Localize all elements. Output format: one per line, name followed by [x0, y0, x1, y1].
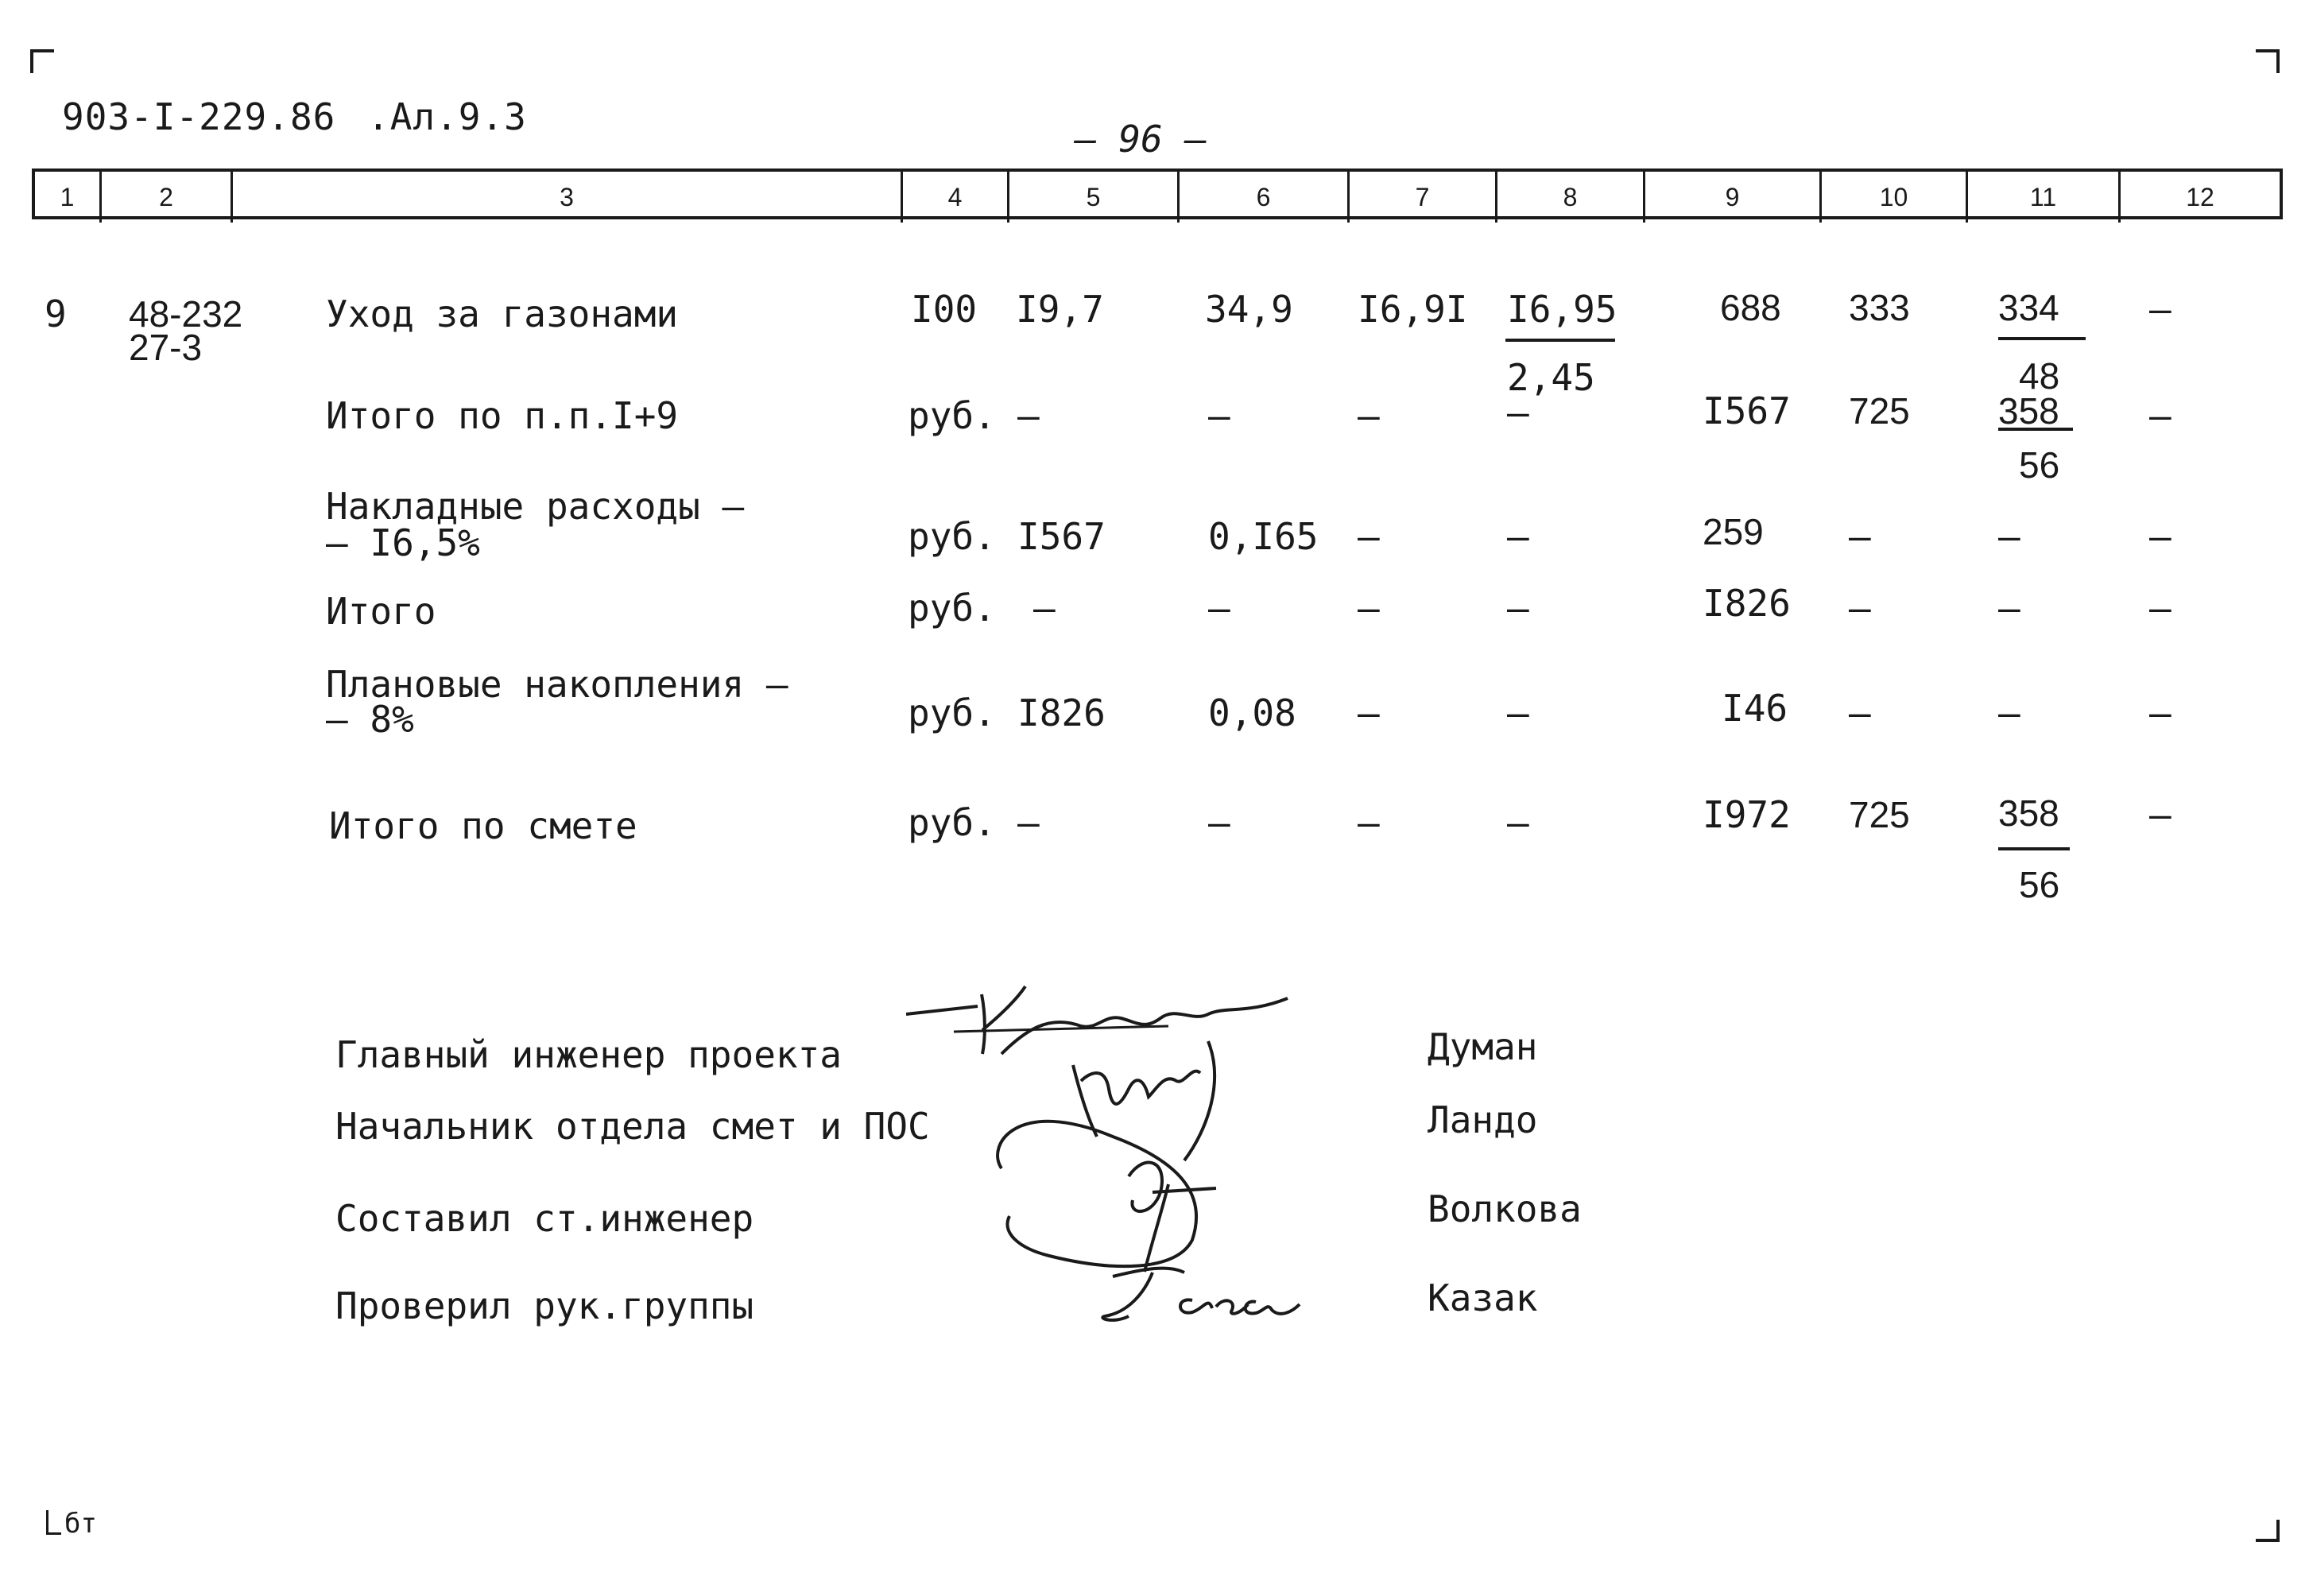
- cell-col11: –: [1998, 587, 2020, 629]
- item-name-line2: – I6,5%: [326, 521, 480, 564]
- signature-role: Главный инженер проекта: [335, 1033, 842, 1076]
- cell-col5: –: [1033, 587, 1056, 629]
- corner-mark-top-left: [30, 49, 54, 73]
- cell-col4: руб.: [908, 691, 996, 734]
- page-number: — 96 —: [1075, 118, 1207, 161]
- signature-role: Начальник отдела смет и ПОС: [335, 1105, 930, 1148]
- cell-col8: –: [1507, 515, 1529, 558]
- cell-col7: –: [1358, 801, 1380, 844]
- item-name: Уход за газонами: [326, 292, 679, 335]
- column-number-10: 10: [1822, 172, 1968, 223]
- signature-name: Ландо: [1428, 1098, 1538, 1141]
- cell-col11: 358: [1998, 390, 2059, 432]
- cell-col6: 34,9: [1205, 288, 1293, 331]
- cell-col8: –: [1507, 691, 1529, 734]
- handwritten-signature-checker: [1097, 1261, 1319, 1332]
- cell-col12: –: [2149, 793, 2171, 836]
- item-name: Итого по п.п.I+9: [326, 394, 679, 437]
- fraction-line: [1998, 428, 2073, 431]
- cell-col9: 688: [1720, 287, 1781, 328]
- corner-mark-bottom-right: [2256, 1518, 2280, 1542]
- cell-col6: 0,08: [1208, 691, 1296, 734]
- fraction-line: [1505, 339, 1615, 342]
- column-number-5: 5: [1009, 172, 1180, 223]
- column-number-3: 3: [233, 172, 903, 223]
- item-name: Плановые накопления –: [326, 663, 788, 706]
- cell-col12: –: [2149, 691, 2171, 734]
- cell-col11-sub: 48: [2019, 355, 2060, 397]
- signature-role: Проверил рук.группы: [335, 1284, 754, 1327]
- cell-col11-sub: 56: [2019, 864, 2060, 905]
- signature-name: Казак: [1428, 1276, 1538, 1319]
- column-number-2: 2: [102, 172, 233, 223]
- handwritten-signature-department-head: [970, 1033, 1351, 1288]
- cell-col7: I6,9I: [1358, 288, 1468, 331]
- cell-col11: 358: [1998, 792, 2059, 834]
- cell-col7: –: [1358, 394, 1380, 437]
- cell-col7: –: [1358, 515, 1380, 558]
- item-name: Итого по смете: [329, 804, 637, 847]
- cell-col10: 333: [1849, 287, 1910, 328]
- cell-col5: I9,7: [1016, 288, 1104, 331]
- cell-col9: 259: [1703, 511, 1764, 552]
- column-number-1: 1: [35, 172, 102, 223]
- fraction-line: [1998, 337, 2086, 340]
- signature-role: Составил ст.инженер: [335, 1197, 754, 1240]
- cell-col10: –: [1849, 515, 1871, 558]
- cell-col6: –: [1208, 801, 1230, 844]
- column-number-9: 9: [1645, 172, 1822, 223]
- cell-col10: –: [1849, 691, 1871, 734]
- fraction-line: [1998, 847, 2070, 850]
- footer-mark: [46, 1508, 97, 1540]
- cell-col5: –: [1017, 801, 1040, 844]
- column-number-12: 12: [2186, 182, 2214, 211]
- cell-col8-sub: 2,45: [1507, 356, 1595, 399]
- signature-name: Волкова: [1428, 1187, 1582, 1230]
- cell-col11: 334: [1998, 287, 2059, 328]
- norm-code-line2: 27-3: [129, 327, 203, 368]
- cell-col9: I972: [1703, 793, 1791, 836]
- column-number-11: 11: [1968, 172, 2121, 223]
- column-number-6: 6: [1180, 172, 1350, 223]
- cell-col6: –: [1208, 587, 1230, 629]
- cell-col4: руб.: [908, 515, 996, 558]
- cell-col8: –: [1507, 587, 1529, 629]
- cell-col11: –: [1998, 691, 2020, 734]
- cell-col4: руб.: [908, 801, 996, 844]
- cell-col9: I567: [1703, 389, 1791, 432]
- norm-code: 48-232: [129, 293, 243, 335]
- corner-mark-bottom-left: [46, 1510, 61, 1535]
- item-name-line2: – 8%: [326, 698, 414, 741]
- cell-col9: I46: [1722, 687, 1788, 730]
- corner-mark-top-right: [2256, 49, 2280, 73]
- cell-col7: –: [1358, 691, 1380, 734]
- document-code: 903-I-229.86: [62, 95, 336, 138]
- cell-col4: руб.: [908, 587, 996, 629]
- cell-col11: –: [1998, 515, 2020, 558]
- cell-col5: I826: [1017, 691, 1106, 734]
- cell-col6: 0,I65: [1208, 515, 1319, 558]
- cell-col6: –: [1208, 394, 1230, 437]
- column-number-header: [32, 169, 2283, 219]
- cell-col12: –: [2149, 288, 2171, 331]
- cell-col7: –: [1358, 587, 1380, 629]
- row-number: 9: [45, 292, 67, 335]
- footer-mark-text: бт: [64, 1508, 97, 1540]
- item-name: Итого: [326, 590, 436, 633]
- album-reference: .Ал.9.3: [367, 95, 527, 138]
- cell-col5: –: [1017, 394, 1040, 437]
- item-name: Накладные расходы –: [326, 485, 745, 528]
- cell-col9: I826: [1703, 582, 1791, 625]
- cell-col8: I6,95: [1507, 288, 1617, 331]
- cell-col12: –: [2149, 515, 2171, 558]
- signature-name: Думан: [1428, 1025, 1538, 1068]
- cell-col10: 725: [1849, 794, 1910, 835]
- column-number-8: 8: [1497, 172, 1645, 223]
- cell-col12: –: [2149, 394, 2171, 437]
- cell-col11-sub: 56: [2019, 444, 2060, 486]
- cell-col10: –: [1849, 587, 1871, 629]
- cell-col4: руб.: [908, 394, 996, 437]
- cell-col4: I00: [911, 288, 978, 331]
- column-number-7: 7: [1350, 172, 1497, 223]
- cell-col8: –: [1507, 391, 1529, 434]
- column-number-4: 4: [903, 172, 1009, 223]
- cell-col10: 725: [1849, 390, 1910, 432]
- cell-col12: –: [2149, 587, 2171, 629]
- cell-col5: I567: [1017, 515, 1106, 558]
- cell-col8: –: [1507, 801, 1529, 844]
